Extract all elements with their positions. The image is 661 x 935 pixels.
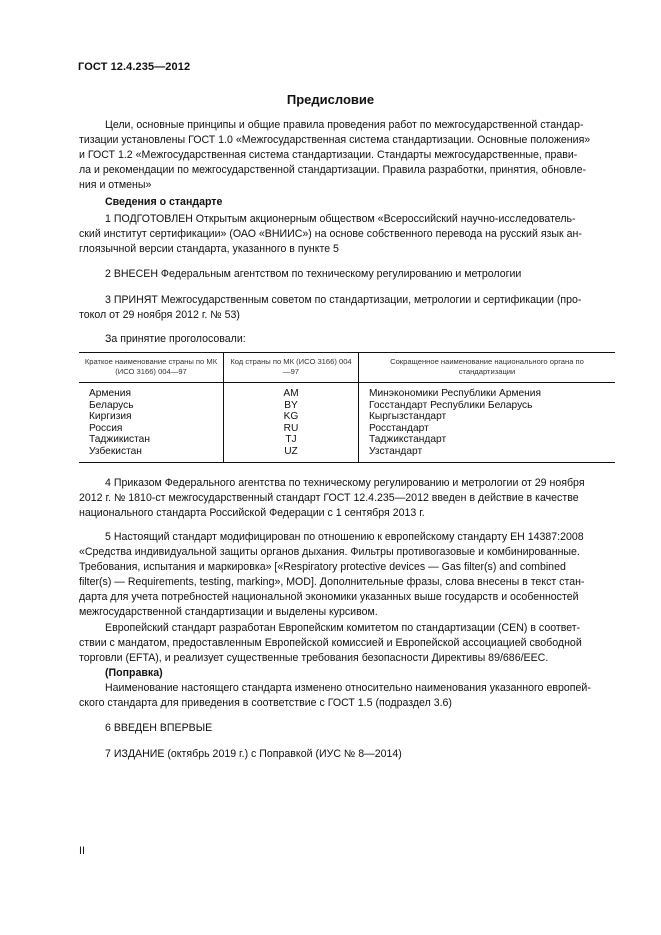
- text-line: Требования, испытания и маркировка» [«Respiratory protective devices — Gas filter(s) and combined: [79, 561, 566, 573]
- page-number: II: [79, 845, 85, 857]
- column-header-code: Код страны по МК (ИСО 3166) 004—97: [224, 353, 359, 383]
- code-cell: KG: [224, 411, 359, 423]
- table-row: [79, 383, 615, 400]
- text-line: 3 ПРИНЯТ Межгосударственным советом по стандартизации, метрологии и сертификации (про-: [105, 294, 582, 306]
- code-cell: AM: [224, 383, 359, 400]
- text-line: 5 Настоящий стандарт модифицирован по отношению к европейскому стандарту ЕН 14387:2008: [105, 531, 584, 543]
- country-cell: Беларусь: [89, 399, 134, 411]
- text-line: Европейский стандарт разработан Европейским комитетом по стандартизации (CEN) в соответ-: [105, 622, 581, 634]
- text-line: торговли (EFTA), и реализует существенные требования безопасности Директивы 89/686/EEC.: [79, 652, 549, 664]
- authority-cell: Госстандарт Республики Беларусь: [359, 400, 616, 412]
- text-line: 1 ПОДГОТОВЛЕН Открытым акционерным обществом «Всероссийский научно-исследователь-: [105, 213, 576, 225]
- text-line: национального стандарта Российской Федерации с 1 сентября 2013 г.: [79, 507, 425, 519]
- table-row: [79, 434, 615, 446]
- text-line: «Средства индивидуальной защиты органов дыхания. Фильтры противогазовые и комбинированные.: [79, 546, 580, 558]
- column-header-country: Краткое наименование страны по МК (ИСО 3166) 004—97: [79, 353, 224, 383]
- text-line: ния и отмены»: [79, 179, 152, 191]
- text-line: 2012 г. № 1810-ст межгосударственный стандарт ГОСТ 12.4.235—2012 введен в действие в качестве: [79, 492, 579, 504]
- authority-cell: Росстандарт: [359, 423, 616, 435]
- text-line: и ГОСТ 1.2 «Межгосударственная система стандартизации. Стандарты межгосударственные, прави-: [79, 149, 578, 161]
- standard-id-header: ГОСТ 12.4.235—2012: [78, 61, 191, 73]
- country-cell: Таджикистан: [89, 434, 150, 446]
- code-cell: TJ: [224, 434, 359, 446]
- vote-caption: За принятие проголосовали:: [105, 333, 246, 345]
- text-line: ского стандарта для приведения в соответствие с ГОСТ 1.5 (подраздел 3.6): [79, 697, 452, 709]
- table-row: [79, 446, 615, 462]
- text-line: Наименование настоящего стандарта изменено относительно наименования указанного европей-: [105, 682, 591, 694]
- country-cell: Россия: [89, 422, 123, 434]
- text-line: глоязычной версии стандарта, указанного в пункте 5: [79, 243, 339, 255]
- text-line: межгосударственной стандартизации и выделены курсивом.: [79, 606, 378, 618]
- text-line: тизации установлены ГОСТ 1.0 «Межгосударственная система стандартизации. Основные положения»: [79, 134, 591, 146]
- country-cell: Армения: [89, 388, 131, 399]
- table-row: [79, 411, 615, 423]
- text-line: Цели, основные принципы и общие правила проведения работ по межгосударственной стандар-: [105, 119, 584, 131]
- text-line: filter(s) — Requirements, testing, marking», MOD]. Дополнительные фразы, слова внесены в текст стан-: [79, 576, 585, 588]
- code-cell: RU: [224, 423, 359, 435]
- text-line: ский институт сертификации» (ОАО «ВНИИС») на основе собственного перевода на русский язык ан-: [79, 228, 582, 240]
- authority-cell: Минэкономики Республики Армения: [359, 383, 616, 400]
- text-line: ствии с мандатом, предоставленным Европейской комиссией и Европейской ассоциацией свободной: [79, 637, 582, 649]
- text-line: дарта для учета потребностей национальной экономики указанных выше государств и особенностей: [79, 591, 579, 603]
- authority-cell: Кыргызстандарт: [359, 411, 616, 423]
- text-line: 4 Приказом Федерального агентства по техническому регулированию и метрологии от 29 ноября: [105, 477, 585, 489]
- text-line: токол от 29 ноября 2012 г. № 53): [79, 309, 240, 321]
- column-header-authority: Сокращенное наименование национального органа по стандартизации: [359, 353, 616, 383]
- table-row: [79, 400, 615, 412]
- amendment-label: (Поправка): [105, 667, 163, 679]
- country-cell: Киргизия: [89, 411, 132, 423]
- authority-cell: Таджикстандарт: [359, 434, 616, 446]
- country-cell: Узбекистан: [79, 446, 224, 462]
- section-heading: Сведения о стандарте: [105, 196, 223, 208]
- code-cell: BY: [224, 400, 359, 412]
- voting-table: [79, 352, 615, 463]
- text-line: ла и рекомендации по межгосударственной стандартизации. Правила разработки, принятия, обновле-: [79, 164, 587, 176]
- item-6: 6 ВВЕДЕН ВПЕРВЫЕ: [105, 722, 213, 734]
- page-title: Предисловие: [286, 92, 375, 107]
- item-7: 7 ИЗДАНИЕ (октябрь 2019 г.) с Поправкой (ИУС № 8—2014): [105, 748, 402, 760]
- table-header-row: [79, 353, 615, 383]
- table-row: [79, 423, 615, 435]
- item-2: 2 ВНЕСЕН Федеральным агентством по техническому регулированию и метрологии: [105, 268, 522, 280]
- authority-cell: Узстандарт: [359, 446, 616, 462]
- code-cell: UZ: [224, 446, 359, 462]
